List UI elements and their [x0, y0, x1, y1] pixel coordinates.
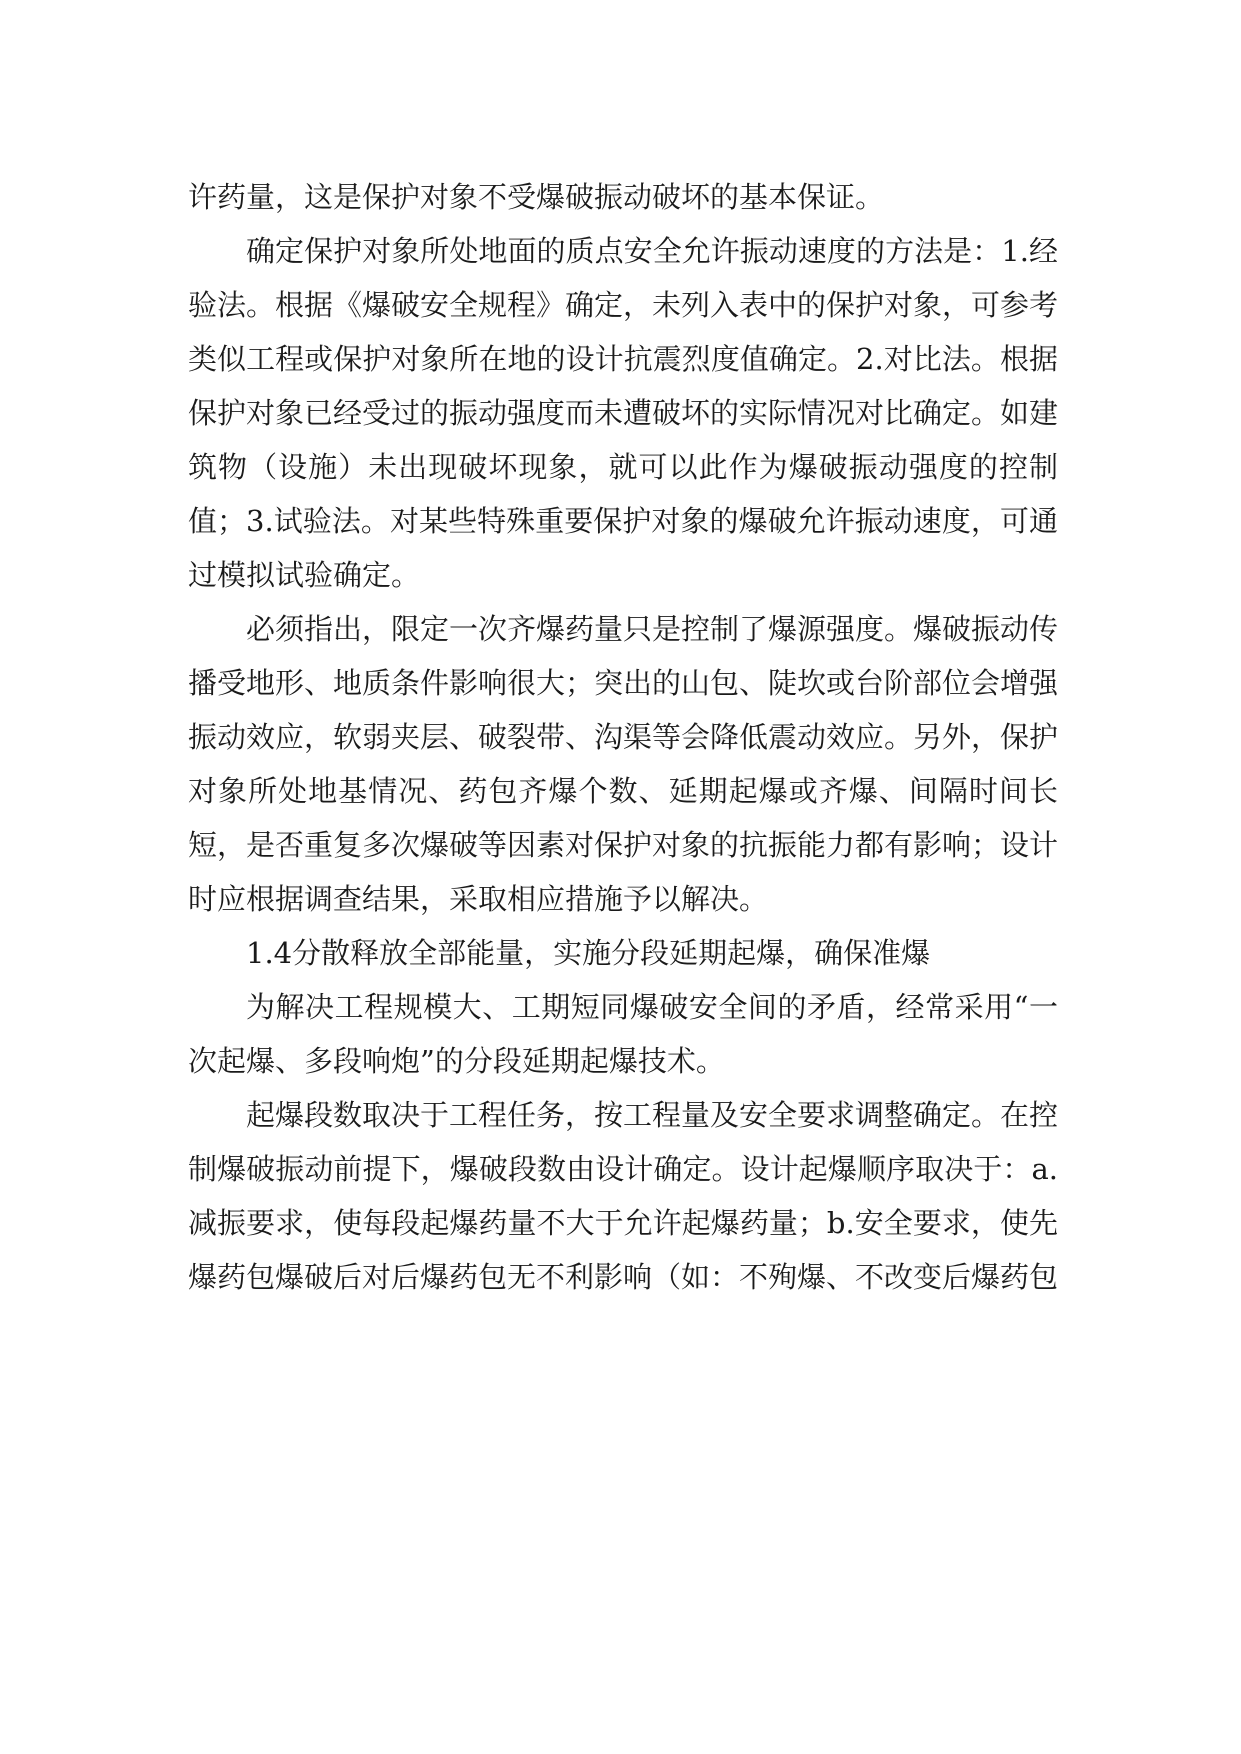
paragraph-continuation: 许药量，这是保护对象不受爆破振动破坏的基本保证。 [188, 180, 885, 214]
document-page [188, 170, 1058, 1304]
section-heading-1-4: 1.4分散释放全部能量，实施分段延期起爆，确保准爆 [246, 936, 931, 970]
paragraph-delay-blasting: 为解决工程规模大、工期短同爆破安全间的矛盾，经常采用“一次起爆、多段响炮”的分段延期起爆技术。 [188, 990, 1058, 1078]
paragraph-detonation-sequence: 起爆段数取决于工程任务，按工程量及安全要求调整确定。在控制爆破振动前提下，爆破段数由设计确定。设计起爆顺序取决于：a.减振要求，使每段起爆药量不大于允许起爆药量；b.安全要求，使先爆药包爆破后对后爆药包无不利影响（如：不殉爆、不改变后爆药包 [188, 1098, 1059, 1294]
paragraph-terrain-effects: 必须指出，限定一次齐爆药量只是控制了爆源强度。爆破振动传播受地形、地质条件影响很大；突出的山包、陡坎或台阶部位会增强振动效应，软弱夹层、破裂带、沟渠等会降低震动效应。另外，保护对象所处地基情况、药包齐爆个数、延期起爆或齐爆、间隔时间长短，是否重复多次爆破等因素对保护对象的抗振能力都有影响；设计时应根据调查结果，采取相应措施予以解决。 [188, 612, 1059, 916]
paragraph-vibration-methods: 确定保护对象所处地面的质点安全允许振动速度的方法是：1.经验法。根据《爆破安全规程》确定，未列入表中的保护对象，可参考类似工程或保护对象所在地的设计抗震烈度值确定。2.对比法。根据保护对象已经受过的振动强度而未遭破坏的实际情况对比确定。如建筑物（设施）未出现破坏现象，就可以此作为爆破振动强度的控制值；3.试验法。对某些特殊重要保护对象的爆破允许振动速度，可通过模拟试验确定。 [188, 234, 1059, 592]
